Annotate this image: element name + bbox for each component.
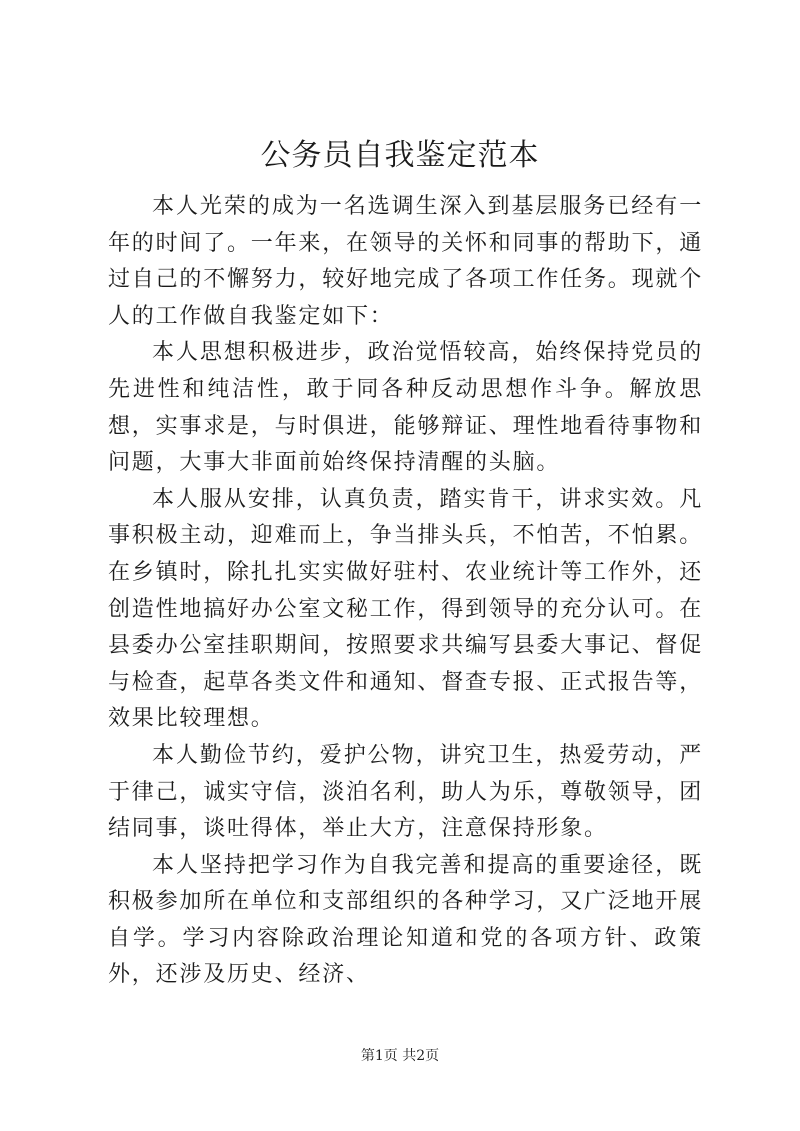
paragraph-intro: 本人光荣的成为一名选调生深入到基层服务已经有一年的时间了。一年来，在领导的关怀和同事的帮助下，通过自己的不懈努力，较好地完成了各项工作任务。现就个人的工作做自我鉴定如下：: [108, 194, 704, 329]
paragraph-conduct: 本人勤俭节约，爱护公物，讲究卫生，热爱劳动，严于律己，诚实守信，淡泊名利，助人为乐，尊敬领导，团结同事，谈吐得体，举止大方，注意保持形象。: [108, 742, 704, 842]
paragraph-ideology: 本人思想积极进步，政治觉悟较高，始终保持党员的先进性和纯洁性，敢于同各种反动思想作斗争。解放思想，实事求是，与时俱进，能够辩证、理性地看待事物和问题，大事大非面前始终保持清醒的头脑。: [108, 340, 704, 476]
paragraph-work: 本人服从安排，认真负责，踏实肯干，讲求实效。凡事积极主动，迎难而上，争当排头兵，不怕苦，不怕累。在乡镇时，除扎扎实实做好驻村、农业统计等工作外，还创造性地搞好办公室文秘工作，得到领导的充分认可。在县委办公室挂职期间，按照要求共编写县委大事记、督促与检查，起草各类文件和通知、督查专报、正式报告等，效果比较理想。: [108, 486, 704, 732]
document-title: 公务员自我鉴定范本: [260, 138, 540, 173]
page-number-footer: 第1页 共2页: [360, 1048, 440, 1064]
document-body: [108, 189, 703, 994]
paragraph-study: 本人坚持把学习作为自我完善和提高的重要途径，既积极参加所在单位和支部组织的各种学习，又广泛地开展自学。学习内容除政治理论知道和党的各项方针、政策外，还涉及历史、经济、: [108, 852, 704, 988]
